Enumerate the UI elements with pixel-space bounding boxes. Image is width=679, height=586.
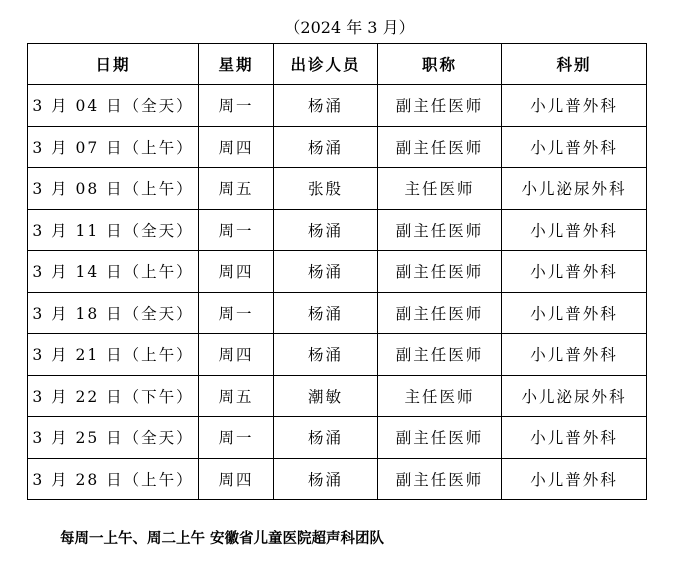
cell-department: 小儿普外科 xyxy=(502,85,647,127)
header-date: 日期 xyxy=(28,44,199,85)
cell-department: 小儿普外科 xyxy=(502,209,647,251)
schedule-title: （2024 年 3 月） xyxy=(284,18,415,37)
cell-date: 3 月 22 日（下午） xyxy=(28,375,199,417)
cell-department: 小儿普外科 xyxy=(502,251,647,293)
cell-department: 小儿普外科 xyxy=(502,334,647,376)
cell-weekday: 周一 xyxy=(199,417,274,459)
cell-weekday: 周五 xyxy=(199,375,274,417)
cell-doctor: 杨涌 xyxy=(274,85,378,127)
table-header-row xyxy=(28,44,647,85)
cell-date: 3 月 21 日（上午） xyxy=(28,334,199,376)
table-row xyxy=(28,168,647,210)
cell-weekday: 周四 xyxy=(199,458,274,500)
cell-weekday: 周五 xyxy=(199,168,274,210)
table-row xyxy=(28,375,647,417)
header-doctor: 出诊人员 xyxy=(274,44,378,85)
cell-date: 3 月 14 日（上午） xyxy=(28,251,199,293)
cell-date: 3 月 18 日（全天） xyxy=(28,292,199,334)
header-title: 职称 xyxy=(378,44,502,85)
cell-doctor: 杨涌 xyxy=(274,209,378,251)
cell-title: 副主任医师 xyxy=(378,417,502,459)
cell-weekday: 周四 xyxy=(199,334,274,376)
header-weekday: 星期 xyxy=(199,44,274,85)
cell-doctor: 张殷 xyxy=(274,168,378,210)
table-row xyxy=(28,417,647,459)
cell-date: 3 月 08 日（上午） xyxy=(28,168,199,210)
cell-doctor: 杨涌 xyxy=(274,417,378,459)
cell-date: 3 月 04 日（全天） xyxy=(28,85,199,127)
cell-weekday: 周一 xyxy=(199,292,274,334)
table-row xyxy=(28,209,647,251)
footer-note: 每周一上午、周二上午 安徽省儿童医院超声科团队 xyxy=(60,531,385,547)
cell-title: 副主任医师 xyxy=(378,334,502,376)
cell-title: 主任医师 xyxy=(378,168,502,210)
cell-doctor: 杨涌 xyxy=(274,251,378,293)
cell-weekday: 周四 xyxy=(199,251,274,293)
cell-title: 副主任医师 xyxy=(378,292,502,334)
cell-doctor: 杨涌 xyxy=(274,458,378,500)
cell-title: 副主任医师 xyxy=(378,209,502,251)
table-row xyxy=(28,458,647,500)
cell-title: 副主任医师 xyxy=(378,251,502,293)
cell-department: 小儿普外科 xyxy=(502,458,647,500)
table-row xyxy=(28,251,647,293)
cell-weekday: 周四 xyxy=(199,126,274,168)
clinic-schedule-table xyxy=(27,43,647,500)
table-row xyxy=(28,292,647,334)
cell-weekday: 周一 xyxy=(199,209,274,251)
header-department: 科别 xyxy=(502,44,647,85)
table-row xyxy=(28,334,647,376)
cell-title: 副主任医师 xyxy=(378,458,502,500)
cell-department: 小儿泌尿外科 xyxy=(502,168,647,210)
cell-title: 副主任医师 xyxy=(378,126,502,168)
cell-doctor: 杨涌 xyxy=(274,292,378,334)
cell-department: 小儿普外科 xyxy=(502,126,647,168)
cell-date: 3 月 07 日（上午） xyxy=(28,126,199,168)
table-row xyxy=(28,85,647,127)
cell-date: 3 月 11 日（全天） xyxy=(28,209,199,251)
cell-department: 小儿普外科 xyxy=(502,292,647,334)
cell-weekday: 周一 xyxy=(199,85,274,127)
cell-doctor: 杨涌 xyxy=(274,334,378,376)
table-row xyxy=(28,126,647,168)
cell-date: 3 月 25 日（全天） xyxy=(28,417,199,459)
cell-department: 小儿泌尿外科 xyxy=(502,375,647,417)
cell-doctor: 潮敏 xyxy=(274,375,378,417)
cell-date: 3 月 28 日（上午） xyxy=(28,458,199,500)
cell-title: 副主任医师 xyxy=(378,85,502,127)
cell-title: 主任医师 xyxy=(378,375,502,417)
cell-department: 小儿普外科 xyxy=(502,417,647,459)
cell-doctor: 杨涌 xyxy=(274,126,378,168)
